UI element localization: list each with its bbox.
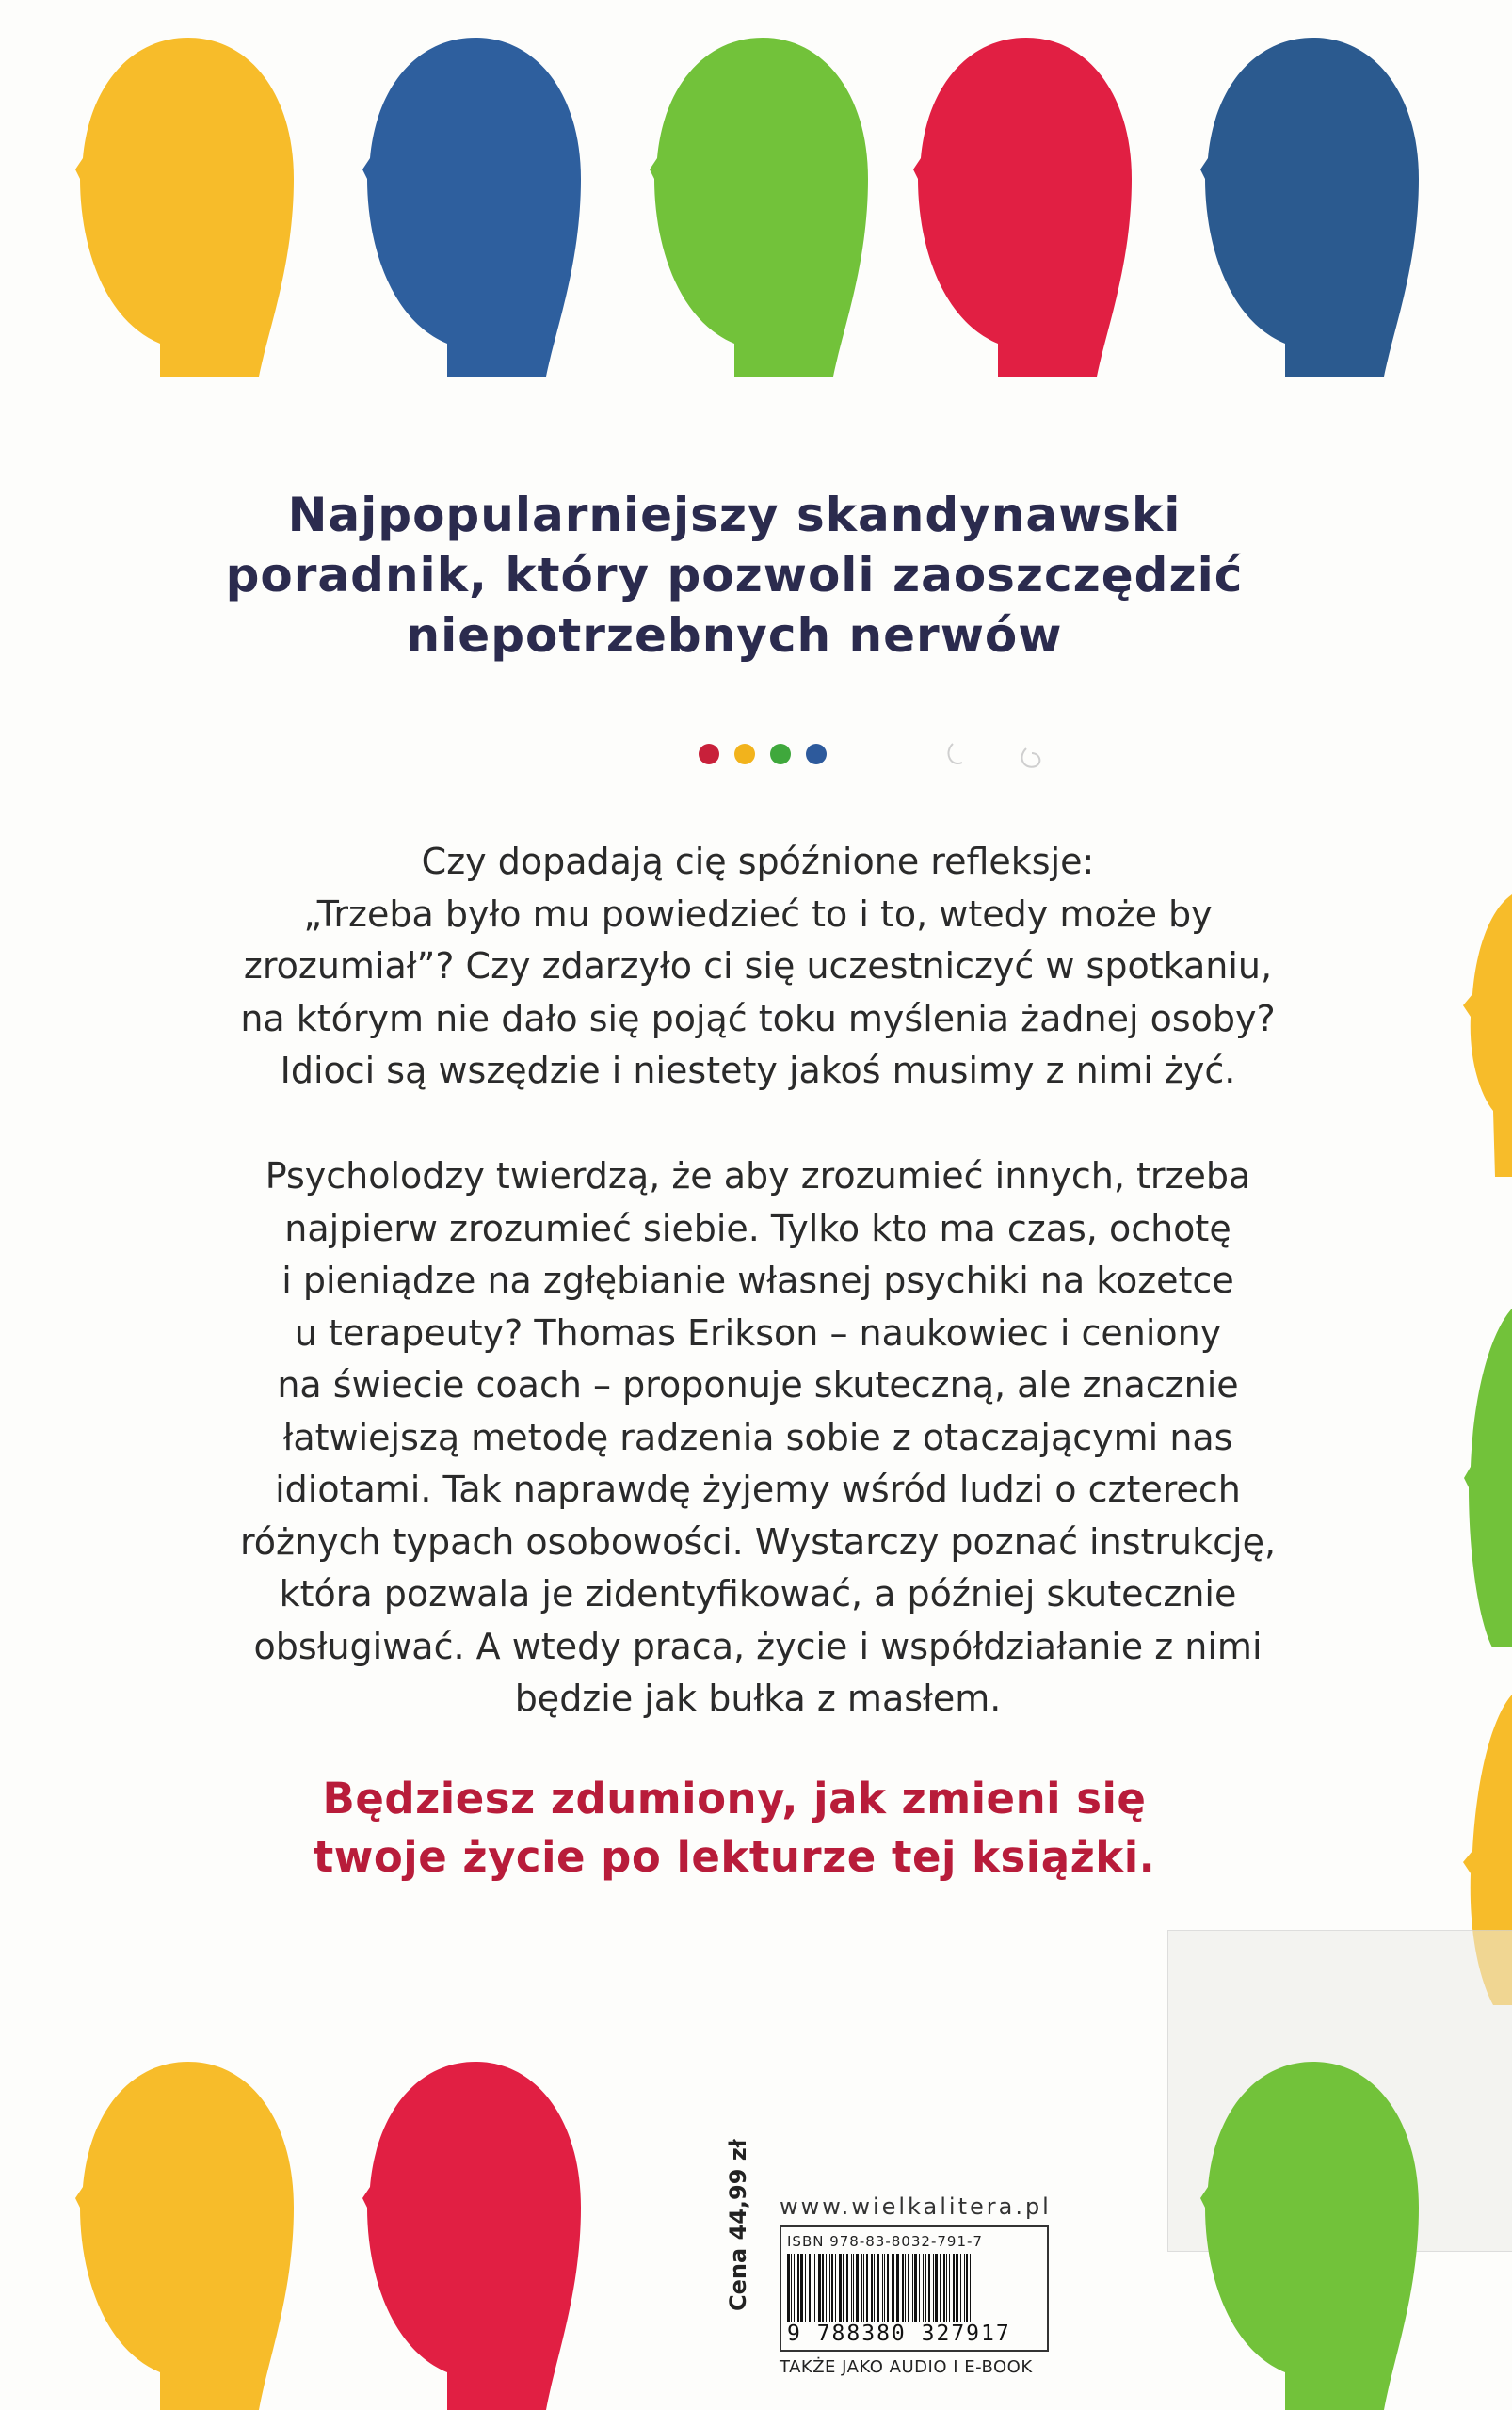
- text-line: u terapeuty? Thomas Erikson – naukowiec i ceniony: [294, 1311, 1222, 1354]
- barcode-bar: [787, 2254, 790, 2322]
- barcode-bar: [908, 2254, 909, 2322]
- barcode-block: [780, 2193, 1062, 2377]
- barcode-bar: [882, 2254, 883, 2322]
- barcode-bar: [905, 2254, 906, 2322]
- head-silhouette-yellow-top: [75, 38, 297, 377]
- barcode-bar: [826, 2254, 827, 2322]
- barcode-bar: [853, 2254, 854, 2322]
- headline-line: niepotrzebnych nerwów: [406, 608, 1063, 663]
- text-line: najpierw zrozumieć siebie. Tylko kto ma czas, ochotę: [284, 1207, 1231, 1249]
- head-silhouette-blue-dark-top: [1200, 38, 1422, 377]
- barcode-bar: [843, 2254, 844, 2322]
- divider-dot-red: [699, 744, 719, 764]
- barcode-bar: [923, 2254, 924, 2322]
- barcode-bar: [953, 2254, 955, 2322]
- head-silhouette-green-bottom: [1200, 2062, 1422, 2410]
- barcode-bar: [791, 2254, 792, 2322]
- price-label: Cena 44,99 zł: [725, 2139, 751, 2311]
- barcode-bar: [835, 2254, 836, 2322]
- barcode-bar: [896, 2254, 899, 2322]
- text-line: Czy dopadają cię spóźnione refleksje:: [421, 841, 1095, 882]
- barcode-bar: [861, 2254, 862, 2322]
- barcode-bar: [912, 2254, 913, 2322]
- text-line: która pozwala je zidentyfikować, a później skutecznie: [279, 1573, 1237, 1615]
- barcode-bar: [846, 2254, 848, 2322]
- divider-dot-yellow: [734, 744, 755, 764]
- barcode-bar: [893, 2254, 894, 2322]
- text-line: na którym nie dało się pojąć toku myślenia żadnej osoby?: [240, 997, 1276, 1039]
- divider-dot-blue: [806, 744, 827, 764]
- barcode-bar: [800, 2254, 803, 2322]
- text-line: na świecie coach – proponuje skuteczną, ale znacznie: [277, 1364, 1239, 1406]
- barcode-bar: [933, 2254, 934, 2322]
- barcode-digits: 9 788380 327917: [787, 2322, 1011, 2346]
- barcode-bar: [964, 2254, 965, 2322]
- barcode-bar: [814, 2254, 815, 2322]
- closing-tagline: [217, 1770, 1252, 1887]
- text-line: i pieniądze na zgłębianie własnej psychiki na kozetce: [281, 1260, 1234, 1301]
- barcode-bar: [822, 2254, 824, 2322]
- barcode-bar: [956, 2254, 958, 2322]
- divider-dots: [699, 744, 827, 764]
- headline: [217, 485, 1252, 666]
- barcode-bar: [914, 2254, 917, 2322]
- head-silhouette-yellow-right-1: [1457, 894, 1512, 1177]
- head-shape: [1200, 38, 1419, 377]
- publisher-website: www.wielkalitera.pl: [780, 2193, 1052, 2220]
- closing-line: twoje życie po lekturze tej książki.: [313, 1832, 1156, 1882]
- text-line: obsługiwać. A wtedy praca, życie i współdziałanie z nimi: [253, 1625, 1263, 1667]
- barcode-bar: [809, 2254, 811, 2322]
- barcode-bar: [919, 2254, 920, 2322]
- text-line: zrozumiał”? Czy zdarzyło ci się uczestniczyć w spotkaniu,: [243, 945, 1273, 987]
- barcode-bar: [797, 2254, 799, 2322]
- barcode-bar: [829, 2254, 830, 2322]
- head-shape: [913, 38, 1132, 377]
- barcode-bar: [943, 2254, 945, 2322]
- head-silhouette-red-bottom: [362, 2062, 584, 2410]
- barcode-bar: [831, 2254, 833, 2322]
- text-line: Idioci są wszędzie i niestety jakoś musimy z nimi żyć.: [280, 1050, 1236, 1091]
- text-line: idiotami. Tak naprawdę żyjemy wśród ludzi o czterech: [275, 1469, 1241, 1510]
- head-silhouette-yellow-bottom: [75, 2062, 297, 2410]
- text-line: Psycholodzy twierdzą, że aby zrozumieć innych, trzeba: [265, 1155, 1251, 1197]
- head-silhouette-red-top: [913, 38, 1134, 377]
- head-silhouette-blue-top: [362, 38, 584, 377]
- barcode-bar: [960, 2254, 961, 2322]
- head-shape: [362, 38, 581, 377]
- barcode-bar: [871, 2254, 873, 2322]
- head-shape: [75, 38, 294, 377]
- barcode-bar: [839, 2254, 842, 2322]
- headline-line: Najpopularniejszy skandynawski: [287, 488, 1182, 542]
- barcode-bars: [787, 2254, 1041, 2322]
- barcode-bar: [856, 2254, 859, 2322]
- barcode-bar: [887, 2254, 889, 2322]
- barcode-bar: [874, 2254, 875, 2322]
- barcode-bar: [928, 2254, 930, 2322]
- barcode-bar: [925, 2254, 926, 2322]
- head-shape: [650, 38, 868, 377]
- scratch-marks: [941, 725, 1054, 781]
- formats-note: TAKŻE JAKO AUDIO I E-BOOK: [780, 2357, 1033, 2377]
- barcode-bar: [866, 2254, 868, 2322]
- barcode-bar: [946, 2254, 947, 2322]
- barcode-bar: [794, 2254, 795, 2322]
- barcode-bar: [970, 2254, 971, 2322]
- paragraph-1: [202, 836, 1313, 1098]
- barcode-bar: [892, 2254, 893, 2322]
- head-silhouette-green-top: [650, 38, 871, 377]
- text-line: łatwiejszą metodę radzenia sobie z otaczającymi nas: [282, 1416, 1233, 1458]
- barcode-bar: [935, 2254, 938, 2322]
- barcode-bar: [805, 2254, 806, 2322]
- barcode-bar: [851, 2254, 852, 2322]
- barcode-bar: [884, 2254, 885, 2322]
- barcode-bar: [966, 2254, 968, 2322]
- barcode-bar: [863, 2254, 864, 2322]
- headline-line: poradnik, który pozwoli zaoszczędzić: [225, 548, 1244, 602]
- barcode-bar: [902, 2254, 904, 2322]
- text-line: „Trzeba było mu powiedzieć to i to, wtedy może by: [303, 892, 1213, 935]
- text-line: różnych typach osobowości. Wystarczy poznać instrukcję,: [239, 1520, 1277, 1563]
- closing-line: Będziesz zdumiony, jak zmieni się: [322, 1774, 1147, 1824]
- text-line: będzie jak bułka z masłem.: [514, 1678, 1002, 1719]
- barcode-bar: [877, 2254, 879, 2322]
- paragraph-2: [202, 1150, 1313, 1726]
- barcode-frame: [780, 2225, 1049, 2352]
- head-silhouette-green-right: [1464, 1309, 1512, 1647]
- barcode-bar: [949, 2254, 950, 2322]
- isbn-number: ISBN 978-83-8032-791-7: [787, 2233, 983, 2250]
- barcode-bar: [940, 2254, 941, 2322]
- divider-dot-green: [770, 744, 791, 764]
- barcode-bar: [818, 2254, 821, 2322]
